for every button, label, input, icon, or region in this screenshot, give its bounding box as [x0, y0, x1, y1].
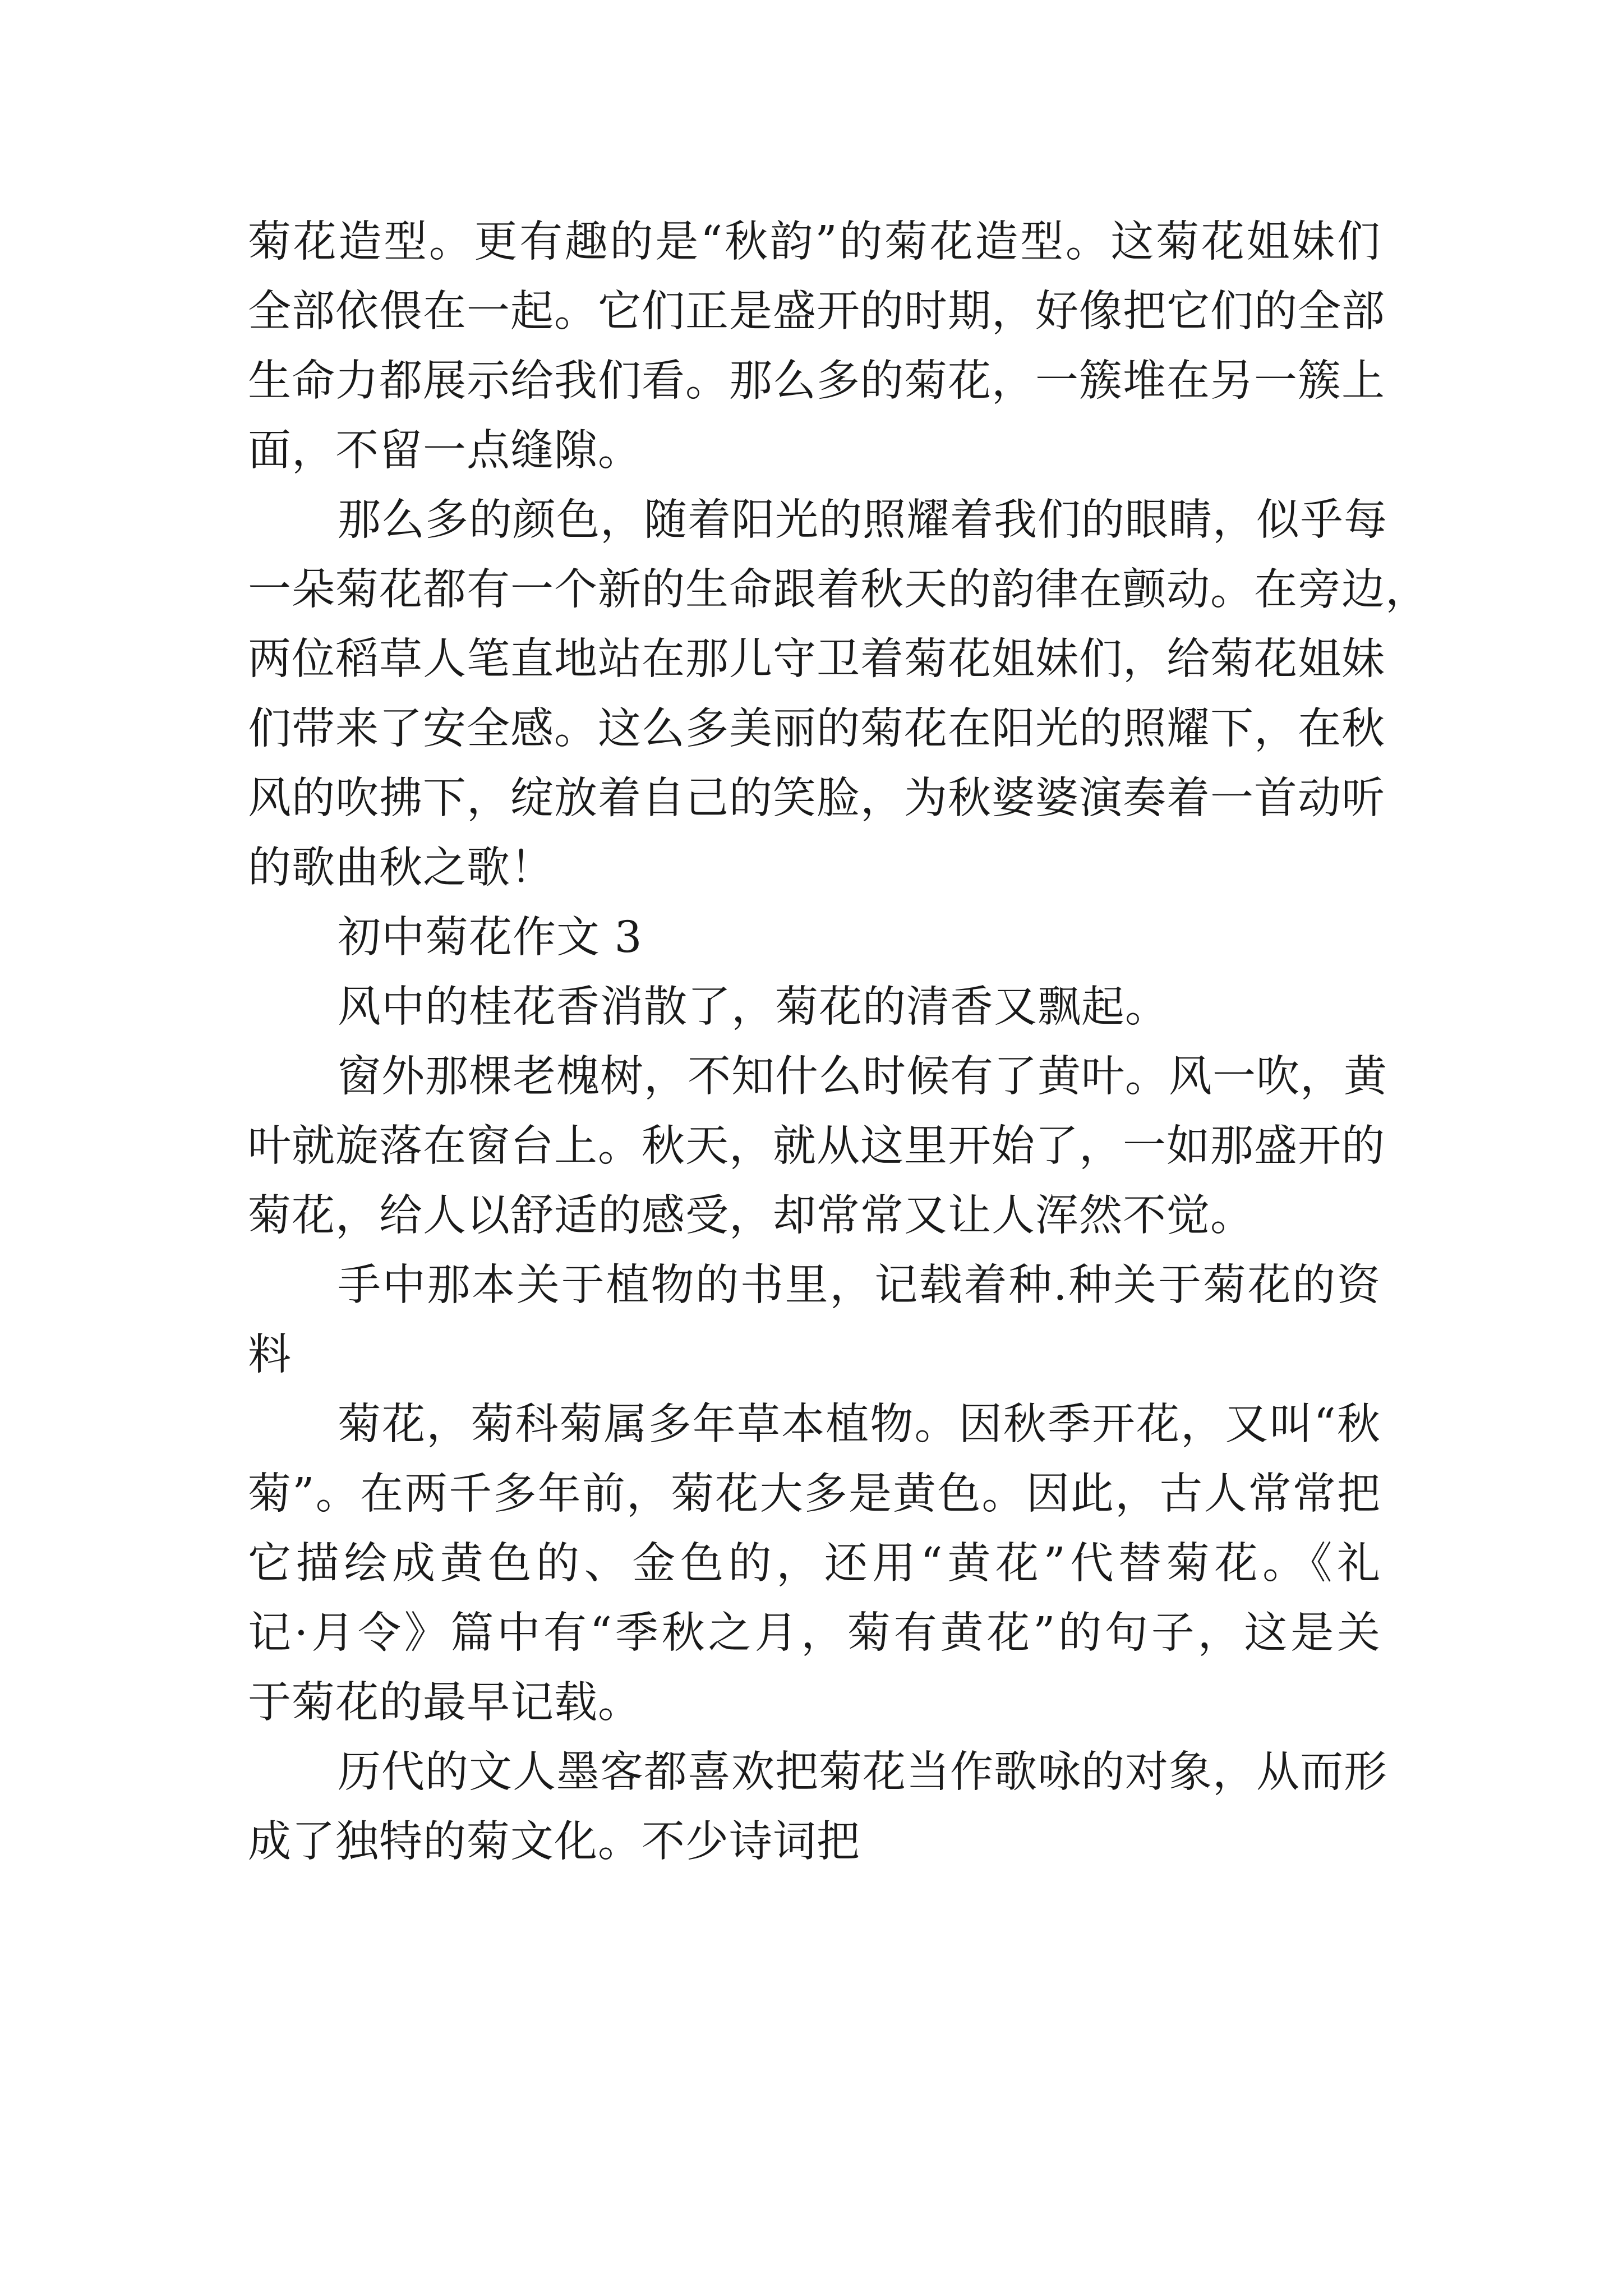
text-line: 风中的桂花香消散了，菊花的清香又飘起。 — [338, 982, 1169, 1032]
text-line: 窗外那棵老槐树，不知什么时候有了黄叶。风一吹，黄 — [338, 1052, 1387, 1102]
text-line: 生命力都展示给我们看。那么多的菊花，一簇堆在另一簇上 — [248, 356, 1385, 406]
text-line: 面，不留一点缝隙。 — [248, 426, 642, 476]
text-line: 全部依偎在一起。它们正是盛开的时期，好像把它们的全部 — [248, 287, 1385, 337]
text-line: 的歌曲秋之歌！ — [248, 843, 554, 893]
text-line: 于菊花的最早记载。 — [248, 1678, 642, 1728]
text-line: 风的吹拂下，绽放着自己的笑脸，为秋婆婆演奏着一首动听 — [248, 774, 1385, 823]
text-line: 记·月令》篇中有“季秋之月，菊有黄花”的句子，这是关 — [248, 1608, 1381, 1658]
text-line: 一朵菊花都有一个新的生命跟着秋天的韵律在颤动。在旁边， — [248, 565, 1429, 615]
text-line: 菊花造型。更有趣的是“秋韵”的菊花造型。这菊花姐妹们 — [248, 217, 1381, 267]
text-line: 菊花，菊科菊属多年草本植物。因秋季开花，又叫“秋 — [338, 1400, 1381, 1450]
text-line: 菊”。在两千多年前，菊花大多是黄色。因此，古人常常把 — [248, 1469, 1381, 1519]
text-line: 它描绘成黄色的、金色的，还用“黄花”代替菊花。《礼 — [248, 1539, 1381, 1589]
text-line: 历代的文人墨客都喜欢把菊花当作歌咏的对象，从而形 — [338, 1747, 1387, 1797]
section-heading: 初中菊花作文 3 — [338, 913, 643, 963]
text-line: 两位稻草人笔直地站在那儿守卫着菊花姐妹们，给菊花姐妹 — [248, 634, 1385, 684]
text-line: 菊花，给人以舒适的感受，却常常又让人浑然不觉。 — [248, 1191, 1254, 1241]
text-line: 料 — [248, 1330, 292, 1380]
text-line: 成了独特的菊文化。不少诗词把 — [248, 1817, 860, 1867]
text-line: 叶就旋落在窗台上。秋天，就从这里开始了，一如那盛开的 — [248, 1121, 1385, 1171]
text-line: 们带来了安全感。这么多美丽的菊花在阳光的照耀下，在秋 — [248, 704, 1385, 754]
text-line: 那么多的颜色，随着阳光的照耀着我们的眼睛，似乎每 — [338, 495, 1387, 545]
text-line: 手中那本关于植物的书里，记载着种.种关于菊花的资 — [338, 1260, 1381, 1310]
document-page — [248, 208, 1429, 1877]
